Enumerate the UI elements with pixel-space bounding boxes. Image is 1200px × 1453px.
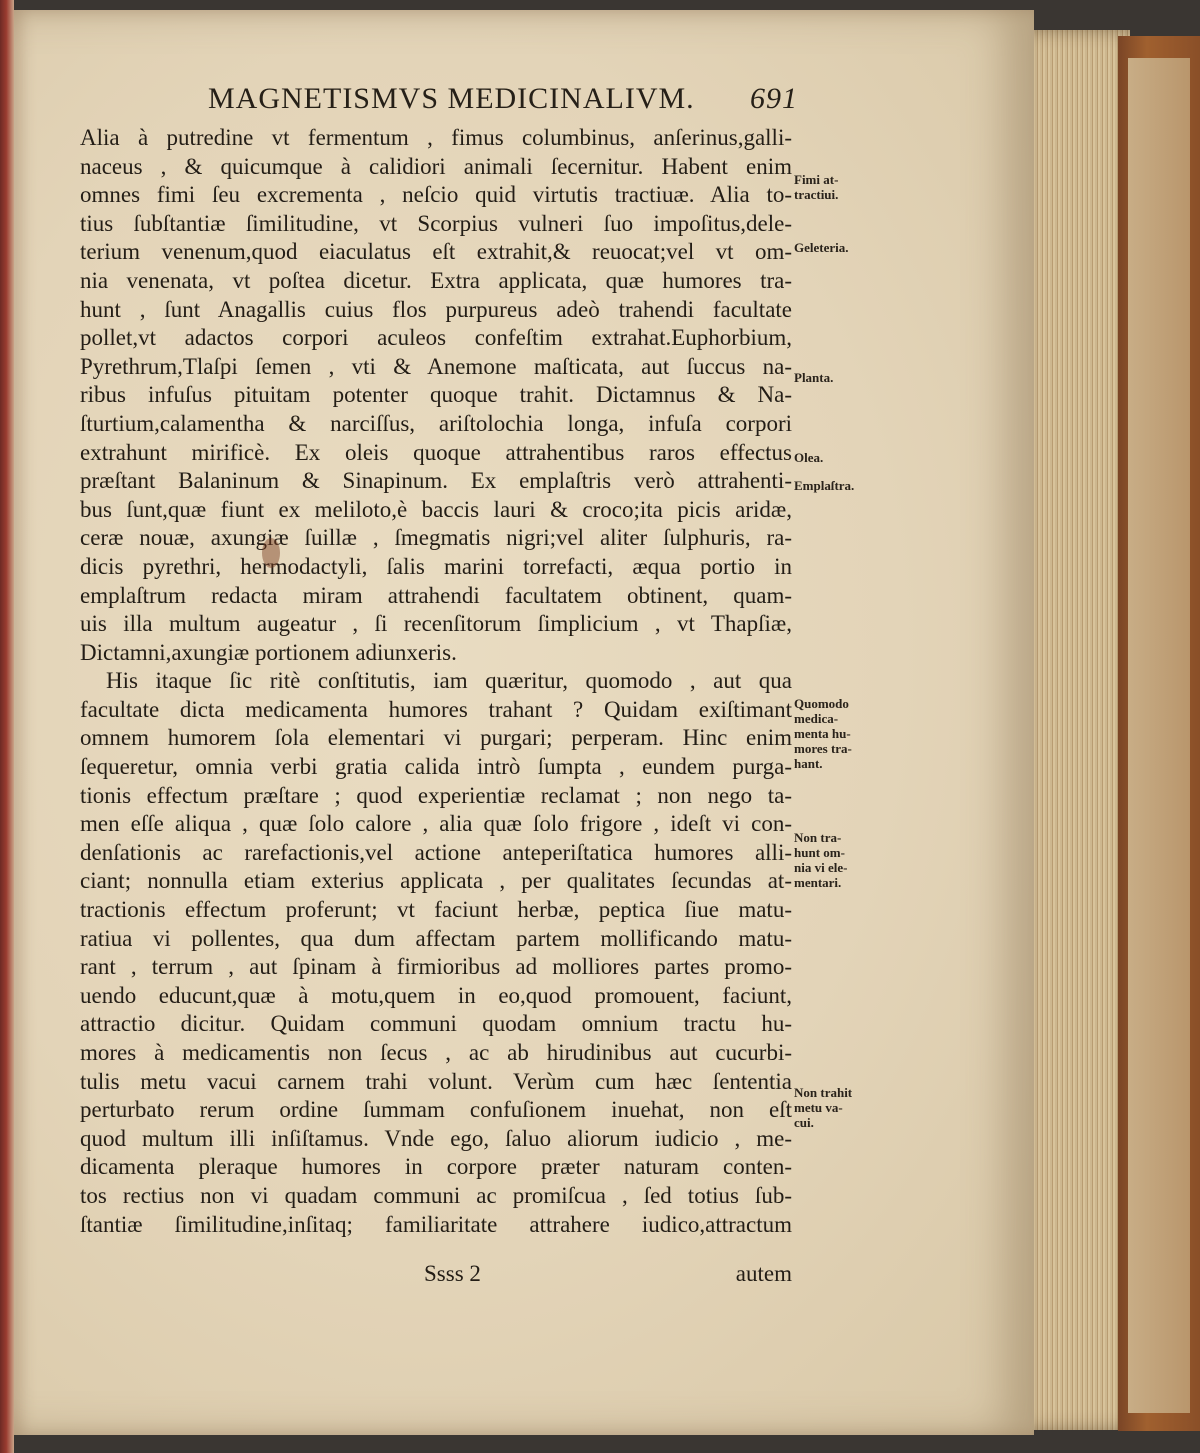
text-line: tulis metu vacui carnem trahi volunt. Verùm cum hæc ſententia [80, 1068, 792, 1094]
text-line: dicis pyrethri, hermodactyli, ſalis marini torrefacti, æqua portio in [80, 553, 792, 579]
text-line: men eſſe aliqua , quæ ſolo calore , alia quæ ſolo frigore , ideſt vi con- [80, 811, 792, 837]
margin-note [794, 172, 890, 202]
text-line: denſationis ac rarefactionis,vel actione anteperiſtatica humores alli- [80, 839, 792, 865]
margin-note-line: Emplaſtra. [794, 478, 855, 493]
text-line: tos rectius non vi quadam communi ac promiſcua , ſed totius ſub- [80, 1182, 792, 1208]
margin-note-line: Geleteria. [794, 240, 849, 255]
text-line: terium venenum,quod eiaculatus eſt extrahit,& reuocat;vel vt om- [80, 239, 792, 265]
text-line: nia venenata, vt poſtea dicetur. Extra applicata, quæ humores tra- [80, 267, 792, 293]
text-line: tionis effectum præſtare ; quod experientiæ reclamat ; non nego ta- [80, 782, 792, 808]
text-line: mores à medicamentis non ſecus , ac ab hirudinibus aut cucurbi- [80, 1040, 792, 1065]
margin-note-line: Quomodo [794, 696, 849, 711]
margin-note-line: hunt om- [794, 845, 845, 860]
text-line: dicamenta pleraque humores in corpore præter naturam conten- [80, 1154, 792, 1180]
text-line: His itaque ſic ritè conſtitutis, iam quæritur, quomodo , aut qua [106, 668, 792, 694]
margin-note [794, 370, 890, 385]
text-line: omnem humorem ſola elementari vi purgari; perperam. Hinc enim [80, 725, 792, 751]
text-line: ciant; nonnulla etiam exterius applicata , per qualitates ſecundas at- [80, 868, 792, 894]
margin-note [794, 450, 890, 465]
body-text [80, 124, 792, 1239]
margin-note-line: Fimi at- [794, 172, 839, 187]
ink-stain [262, 538, 280, 568]
text-line: omnes fimi ſeu excrementa , neſcio quid virtutis tractiuæ. Alia to- [80, 182, 792, 208]
text-line: facultate dicta medicamenta humores trahant ? Quidam exiſtimant [80, 696, 792, 722]
margin-note-line: tractiui. [794, 187, 839, 202]
text-line: tractionis effectum proferunt; vt faciunt herbæ, peptica ſiue matu- [80, 897, 792, 923]
text-line: ribus infuſus pituitam potenter quoque trahit. Dictamnus & Na- [80, 382, 792, 408]
margin-note [794, 240, 890, 255]
text-line: Dictamni,axungiæ portionem adiunxeris. [80, 639, 457, 665]
margin-note [794, 1085, 890, 1130]
margin-note [794, 830, 890, 890]
page-footer [80, 1261, 792, 1295]
text-line: ſtantiæ ſimilitudine,inſitaq; familiaritate attrahere iudico,attractum [80, 1211, 792, 1237]
margin-note-line: menta hu- [794, 726, 851, 741]
text-line: uendo educunt,quæ à motu,quem in eo,quod promouent, faciunt, [80, 982, 792, 1008]
margin-note-line: Olea. [794, 450, 824, 465]
margin-notes [794, 0, 894, 1453]
text-line: perturbato rerum ordine ſummam confuſionem inuehat, non eſt [80, 1097, 792, 1123]
margin-note-line: Non trahit [794, 1085, 853, 1100]
text-line: ceræ nouæ, axungiæ ſuillæ , ſmegmatis nigri;vel aliter ſulphuris, ra- [80, 525, 792, 551]
text-line: pollet,vt adactos corpori aculeos confeſtim extrahat.Euphorbium, [80, 325, 792, 351]
binding-edge [0, 0, 14, 1453]
text-line: Alia à putredine vt fermentum , fimus columbinus, anſerinus,galli- [80, 125, 792, 150]
margin-note-line: Non tra- [794, 830, 842, 845]
text-line: attractio dicitur. Quidam communi quodam omnium tractu hu- [80, 1011, 792, 1037]
text-line: præſtant Balaninum & Sinapinum. Ex emplaſtris verò attrahenti- [80, 468, 792, 494]
cover-board-inner [1128, 58, 1190, 1413]
running-head: MAGNETISMVS MEDICINALIVM. [208, 82, 695, 115]
margin-note-line: cui. [794, 1115, 814, 1130]
margin-note-line: nia vi ele- [794, 860, 848, 875]
page-number: 691 [750, 82, 798, 115]
text-line: ſequeretur, omnia verbi gratia calida intrò ſumpta , eundem purga- [80, 754, 792, 780]
text-line: extrahunt mirificè. Ex oleis quoque attrahentibus raros effectus [80, 439, 792, 465]
text-line: naceus , & quicumque à calidiori animali ſecernitur. Habent enim [80, 153, 792, 179]
catchword: autem [735, 1261, 792, 1286]
text-line: hunt , ſunt Anagallis cuius flos purpureus adeò trahendi facultate [80, 296, 792, 322]
margin-note-line: hant. [794, 756, 823, 771]
text-line: uis illa multum augeatur , ſi recenſitorum ſimplicium , vt Thapſiæ, [80, 611, 792, 637]
text-line: ſturtium,calamentha & narciſſus, ariſtolochia longa, infuſa corpori [80, 410, 792, 436]
text-line: tius ſubſtantiæ ſimilitudine, vt Scorpius vulneri ſuo impoſitus,dele- [80, 210, 792, 236]
margin-note [794, 478, 890, 493]
page-header [80, 82, 798, 122]
text-line: ratiua vi pollentes, qua dum affectam partem mollificando matu- [80, 925, 792, 951]
margin-note-line: metu va- [794, 1100, 843, 1115]
margin-note [794, 696, 890, 771]
margin-note-line: medica- [794, 711, 839, 726]
text-line: emplaſtrum redacta miram attrahendi facultatem obtinent, quam- [80, 582, 792, 608]
text-line: quod multum illi inſiſtamus. Vnde ego, ſaluo aliorum iudicio , me- [80, 1125, 792, 1151]
signature-mark: Ssss 2 [424, 1261, 481, 1286]
margin-note-line: mentari. [794, 875, 842, 890]
text-line: bus ſunt,quæ fiunt ex meliloto,è baccis lauri & croco;ita picis aridæ, [80, 496, 792, 522]
text-line: rant , terrum , aut ſpinam à firmioribus ad molliores partes promo- [80, 954, 792, 980]
margin-note-line: mores tra- [794, 741, 852, 756]
text-line: Pyrethrum,Tlaſpi ſemen , vti & Anemone maſticata, aut ſuccus na- [80, 353, 792, 379]
margin-note-line: Planta. [794, 370, 834, 385]
